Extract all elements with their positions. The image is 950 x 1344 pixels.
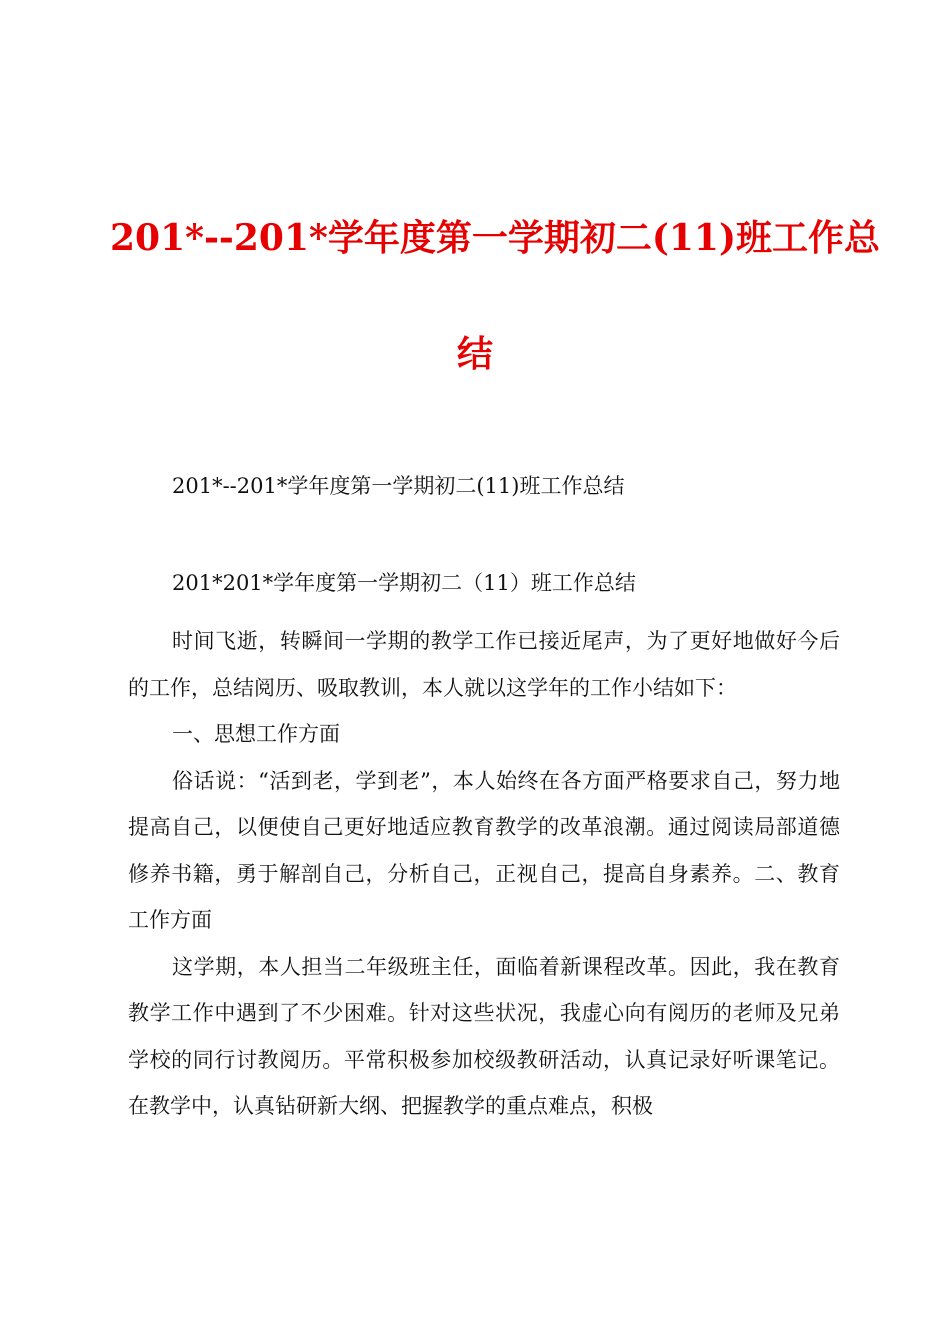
document-title-line-1: 201*--201*学年度第一学期初二(11)班工作总: [110, 217, 880, 259]
document-body: [128, 618, 840, 1130]
document-subtitle-1: 201*--201*学年度第一学期初二(11)班工作总结: [172, 474, 625, 498]
paragraph-section-heading-1: 一、思想工作方面: [172, 722, 340, 746]
document-subtitle-2: 201*201*学年度第一学期初二（11）班工作总结: [172, 571, 636, 595]
paragraph-intro: 时间飞逝，转瞬间一学期的教学工作已接近尾声，为了更好地做好今后的工作，总结阅历、吸取教训，本人就以这学年的工作小结如下：: [128, 629, 840, 700]
paragraph-education-work: 这学期，本人担当二年级班主任，面临着新课程改革。因此，我在教育教学工作中遇到了不少困难。针对这些状况，我虚心向有阅历的老师及兄弟学校的同行讨教阅历。平常积极参加校级教研活动，认真记录好听课笔记。在教学中，认真钻研新大纲、把握教学的重点难点，积极: [128, 954, 840, 1118]
paragraph-thought-work: 俗话说：“活到老，学到老”，本人始终在各方面严格要求自己，努力地提高自己，以便使自己更好地适应教育教学的改革浪潮。通过阅读局部道德修养书籍，勇于解剖自己，分析自己，正视自己，提高自身素养。二、教育工作方面: [128, 768, 840, 932]
document-title-line-2: 结: [456, 333, 493, 375]
